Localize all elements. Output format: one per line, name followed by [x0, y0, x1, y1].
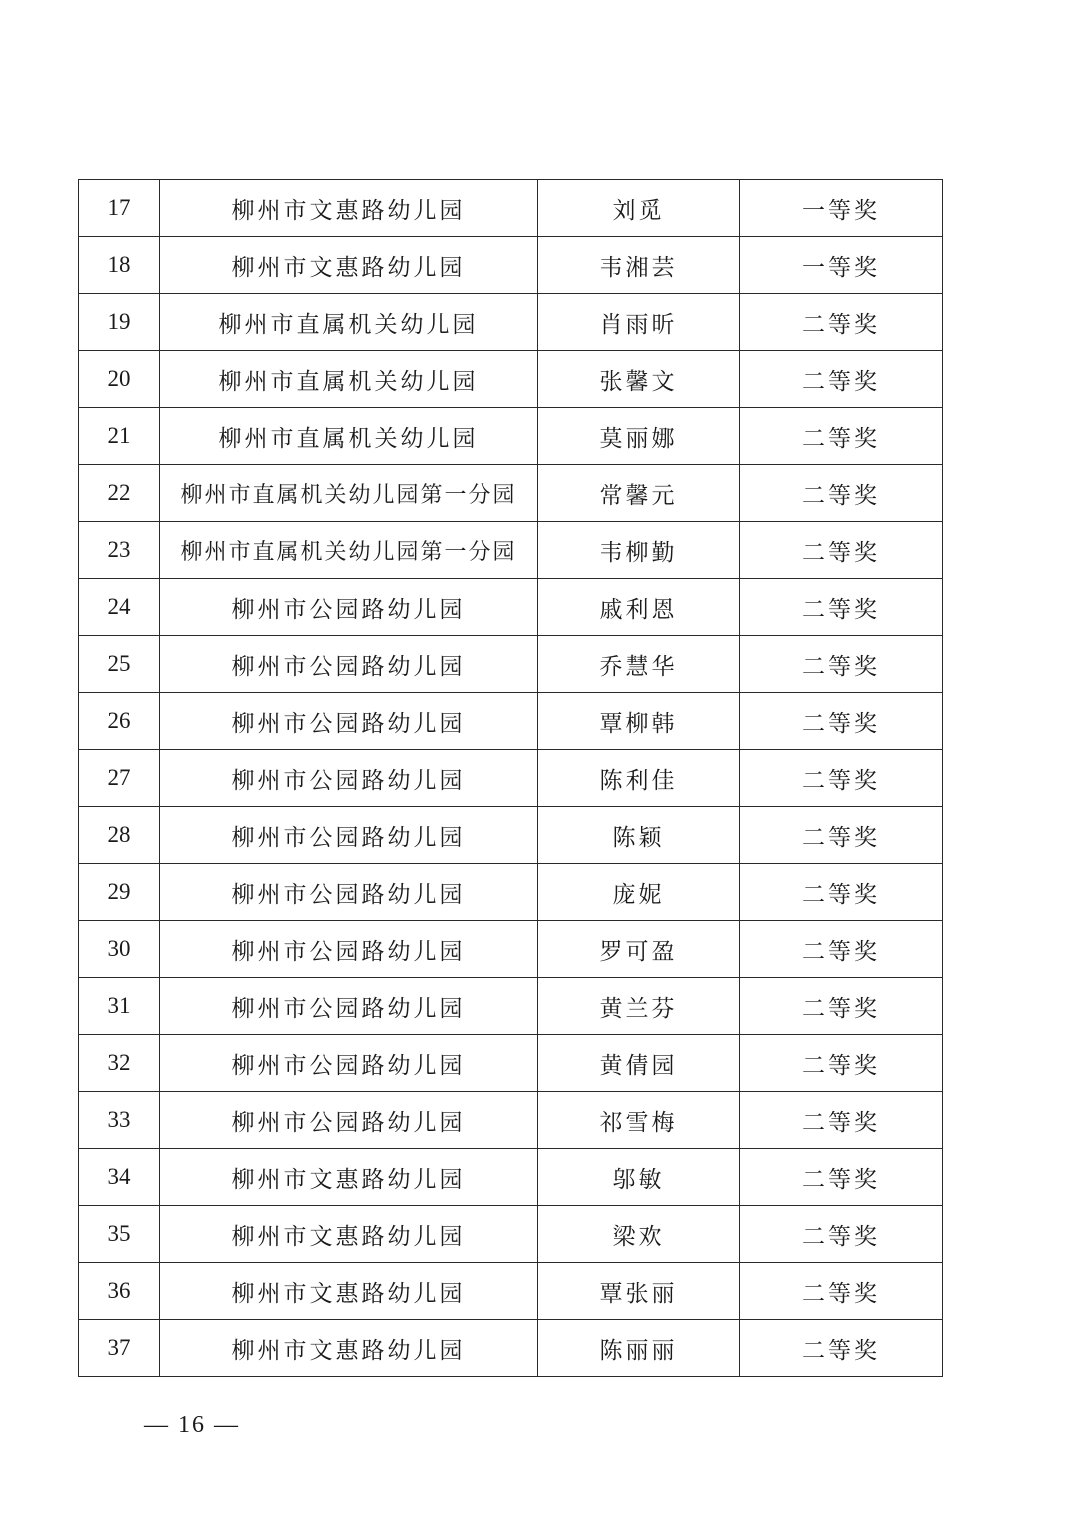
name-cell: 祁雪梅: [538, 1092, 740, 1149]
award-cell: 二等奖: [740, 978, 943, 1035]
table-row: [79, 579, 943, 636]
table-row: [79, 294, 943, 351]
table-row: [79, 1320, 943, 1377]
unit-cell: 柳州市公园路幼儿园: [160, 807, 538, 864]
row-number-cell: 21: [79, 408, 160, 465]
row-number-cell: 23: [79, 522, 160, 579]
unit-cell: 柳州市文惠路幼儿园: [160, 1263, 538, 1320]
name-cell: 罗可盈: [538, 921, 740, 978]
name-cell: 梁欢: [538, 1206, 740, 1263]
unit-cell: 柳州市直属机关幼儿园第一分园: [160, 522, 538, 579]
row-number-cell: 33: [79, 1092, 160, 1149]
row-number-cell: 30: [79, 921, 160, 978]
unit-cell: 柳州市公园路幼儿园: [160, 1092, 538, 1149]
award-cell: 二等奖: [740, 465, 943, 522]
unit-cell: 柳州市直属机关幼儿园第一分园: [160, 465, 538, 522]
name-cell: 陈丽丽: [538, 1320, 740, 1377]
award-cell: 一等奖: [740, 180, 943, 237]
table-row: [79, 180, 943, 237]
name-cell: 张馨文: [538, 351, 740, 408]
unit-cell: 柳州市文惠路幼儿园: [160, 1206, 538, 1263]
award-cell: 二等奖: [740, 408, 943, 465]
award-cell: 二等奖: [740, 351, 943, 408]
row-number-cell: 26: [79, 693, 160, 750]
table-row: [79, 864, 943, 921]
row-number-cell: 28: [79, 807, 160, 864]
name-cell: 韦柳勤: [538, 522, 740, 579]
row-number-cell: 35: [79, 1206, 160, 1263]
row-number-cell: 34: [79, 1149, 160, 1206]
name-cell: 肖雨昕: [538, 294, 740, 351]
unit-cell: 柳州市直属机关幼儿园: [160, 351, 538, 408]
name-cell: 乔慧华: [538, 636, 740, 693]
row-number-cell: 37: [79, 1320, 160, 1377]
award-table-body: [79, 180, 943, 1377]
row-number-cell: 27: [79, 750, 160, 807]
unit-cell: 柳州市公园路幼儿园: [160, 864, 538, 921]
name-cell: 戚利恩: [538, 579, 740, 636]
row-number-cell: 25: [79, 636, 160, 693]
award-cell: 二等奖: [740, 1206, 943, 1263]
unit-cell: 柳州市公园路幼儿园: [160, 921, 538, 978]
name-cell: 韦湘芸: [538, 237, 740, 294]
award-cell: 二等奖: [740, 864, 943, 921]
table-row: [79, 978, 943, 1035]
award-cell: 二等奖: [740, 750, 943, 807]
table-row: [79, 636, 943, 693]
award-cell: 一等奖: [740, 237, 943, 294]
name-cell: 刘觅: [538, 180, 740, 237]
award-cell: 二等奖: [740, 1320, 943, 1377]
table-row: [79, 921, 943, 978]
unit-cell: 柳州市文惠路幼儿园: [160, 180, 538, 237]
award-cell: 二等奖: [740, 1092, 943, 1149]
award-cell: 二等奖: [740, 579, 943, 636]
row-number-cell: 17: [79, 180, 160, 237]
table-row: [79, 807, 943, 864]
row-number-cell: 20: [79, 351, 160, 408]
table-row: [79, 522, 943, 579]
name-cell: 常馨元: [538, 465, 740, 522]
award-cell: 二等奖: [740, 636, 943, 693]
table-row: [79, 1149, 943, 1206]
award-cell: 二等奖: [740, 807, 943, 864]
row-number-cell: 32: [79, 1035, 160, 1092]
page-number: — 16 —: [144, 1412, 240, 1438]
row-number-cell: 29: [79, 864, 160, 921]
table-row: [79, 1092, 943, 1149]
unit-cell: 柳州市公园路幼儿园: [160, 978, 538, 1035]
unit-cell: 柳州市直属机关幼儿园: [160, 294, 538, 351]
table-row: [79, 408, 943, 465]
row-number-cell: 18: [79, 237, 160, 294]
name-cell: 黄兰芬: [538, 978, 740, 1035]
name-cell: 陈利佳: [538, 750, 740, 807]
name-cell: 庞妮: [538, 864, 740, 921]
award-cell: 二等奖: [740, 522, 943, 579]
unit-cell: 柳州市文惠路幼儿园: [160, 1320, 538, 1377]
name-cell: 黄倩园: [538, 1035, 740, 1092]
unit-cell: 柳州市直属机关幼儿园: [160, 408, 538, 465]
unit-cell: 柳州市公园路幼儿园: [160, 636, 538, 693]
table-row: [79, 237, 943, 294]
table-row: [79, 750, 943, 807]
unit-cell: 柳州市公园路幼儿园: [160, 693, 538, 750]
table-row: [79, 1035, 943, 1092]
unit-cell: 柳州市公园路幼儿园: [160, 579, 538, 636]
row-number-cell: 19: [79, 294, 160, 351]
table-row: [79, 1263, 943, 1320]
table-row: [79, 1206, 943, 1263]
table-row: [79, 351, 943, 408]
award-cell: 二等奖: [740, 693, 943, 750]
award-cell: 二等奖: [740, 1263, 943, 1320]
unit-cell: 柳州市文惠路幼儿园: [160, 1149, 538, 1206]
name-cell: 莫丽娜: [538, 408, 740, 465]
table-row: [79, 693, 943, 750]
row-number-cell: 36: [79, 1263, 160, 1320]
row-number-cell: 24: [79, 579, 160, 636]
name-cell: 覃柳韩: [538, 693, 740, 750]
award-cell: 二等奖: [740, 1149, 943, 1206]
award-cell: 二等奖: [740, 921, 943, 978]
name-cell: 覃张丽: [538, 1263, 740, 1320]
row-number-cell: 22: [79, 465, 160, 522]
award-cell: 二等奖: [740, 294, 943, 351]
unit-cell: 柳州市公园路幼儿园: [160, 750, 538, 807]
award-table: [78, 179, 943, 1377]
unit-cell: 柳州市文惠路幼儿园: [160, 237, 538, 294]
award-cell: 二等奖: [740, 1035, 943, 1092]
table-row: [79, 465, 943, 522]
row-number-cell: 31: [79, 978, 160, 1035]
name-cell: 邬敏: [538, 1149, 740, 1206]
unit-cell: 柳州市公园路幼儿园: [160, 1035, 538, 1092]
name-cell: 陈颖: [538, 807, 740, 864]
